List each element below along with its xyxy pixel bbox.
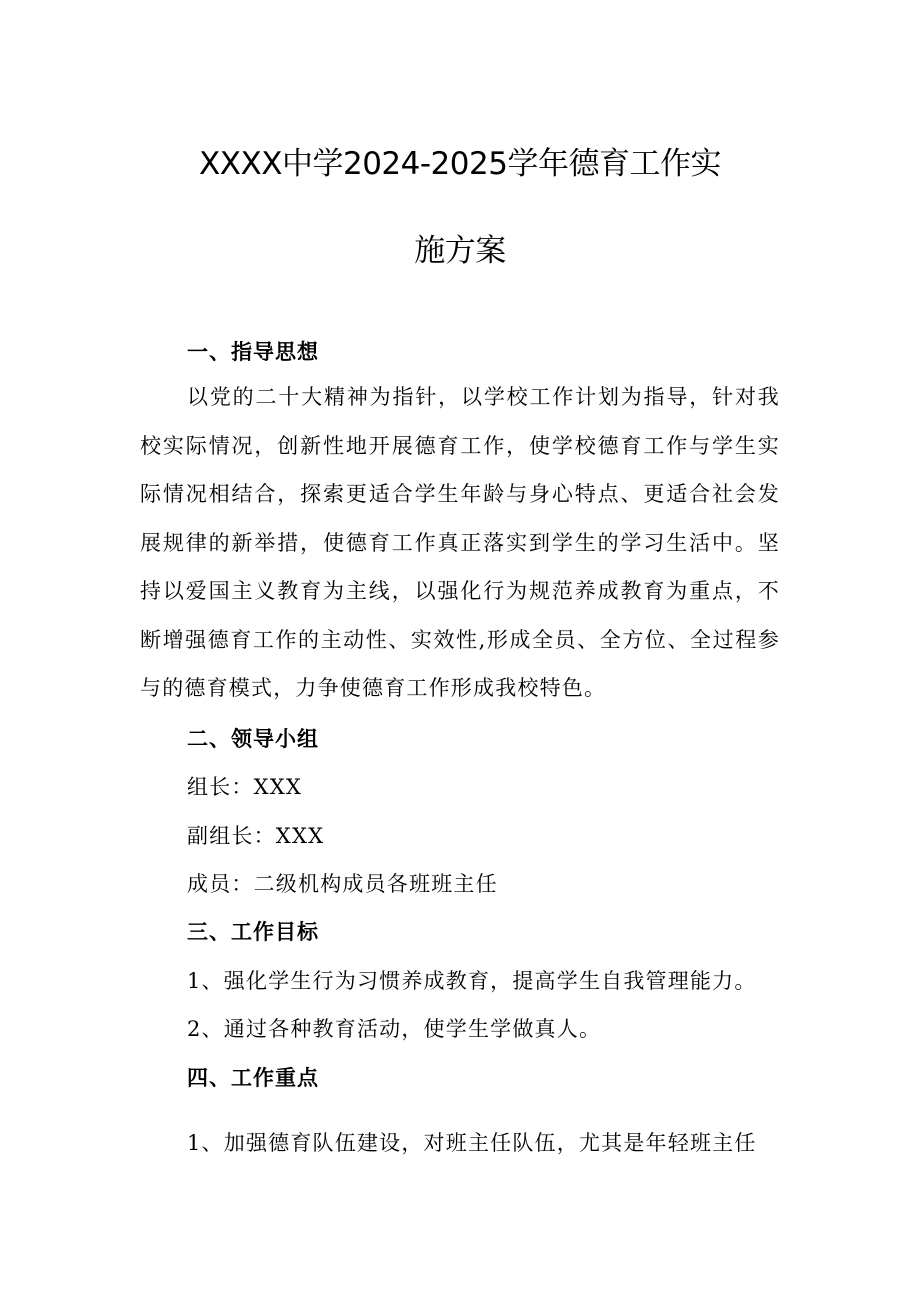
document-title-line-2: 施方案 [414,233,506,269]
deputy-leader-line: 副组长：XXX [187,824,325,848]
group-leader-line: 组长：XXX [187,775,303,799]
section-heading-leadership-group: 二、领导小组 [187,727,319,751]
work-focus-item-1: 1、加强德育队伍建设，对班主任队伍，尤其是年轻班主任 [187,1131,757,1155]
work-goal-item-2: 2、通过各种教育活动，使学生学做真人。 [187,1017,602,1041]
section-heading-work-focus: 四、工作重点 [187,1066,319,1090]
section-heading-guiding-ideology: 一、指导思想 [187,340,319,364]
members-line: 成员：二级机构成员各班班主任 [187,872,498,896]
work-goal-item-1: 1、强化学生行为习惯养成教育，提高学生自我管理能力。 [187,969,757,993]
guiding-ideology-paragraph: 以党的二十大精神为指针，以学校工作计划为指导，针对我校实际情况，创新性地开展德育工作，使学校德育工作与学生实际情况相结合，探索更适合学生年龄与身心特点、更适合社会发展规律的新举措，使德育工作真正落实到学生的学习生活中。坚持以爱国主义教育为主线，以强化行为规范养成教育为重点，不断增强德育工作的主动性、实效性,形成全员、全方位、全过程参与的德育模式，力争使德育工作形成我校特色。 [140,385,780,700]
section-heading-work-goals: 三、工作目标 [187,920,319,944]
document-title-line-1: XXXX中学2024-2025学年德育工作实 [199,146,721,182]
